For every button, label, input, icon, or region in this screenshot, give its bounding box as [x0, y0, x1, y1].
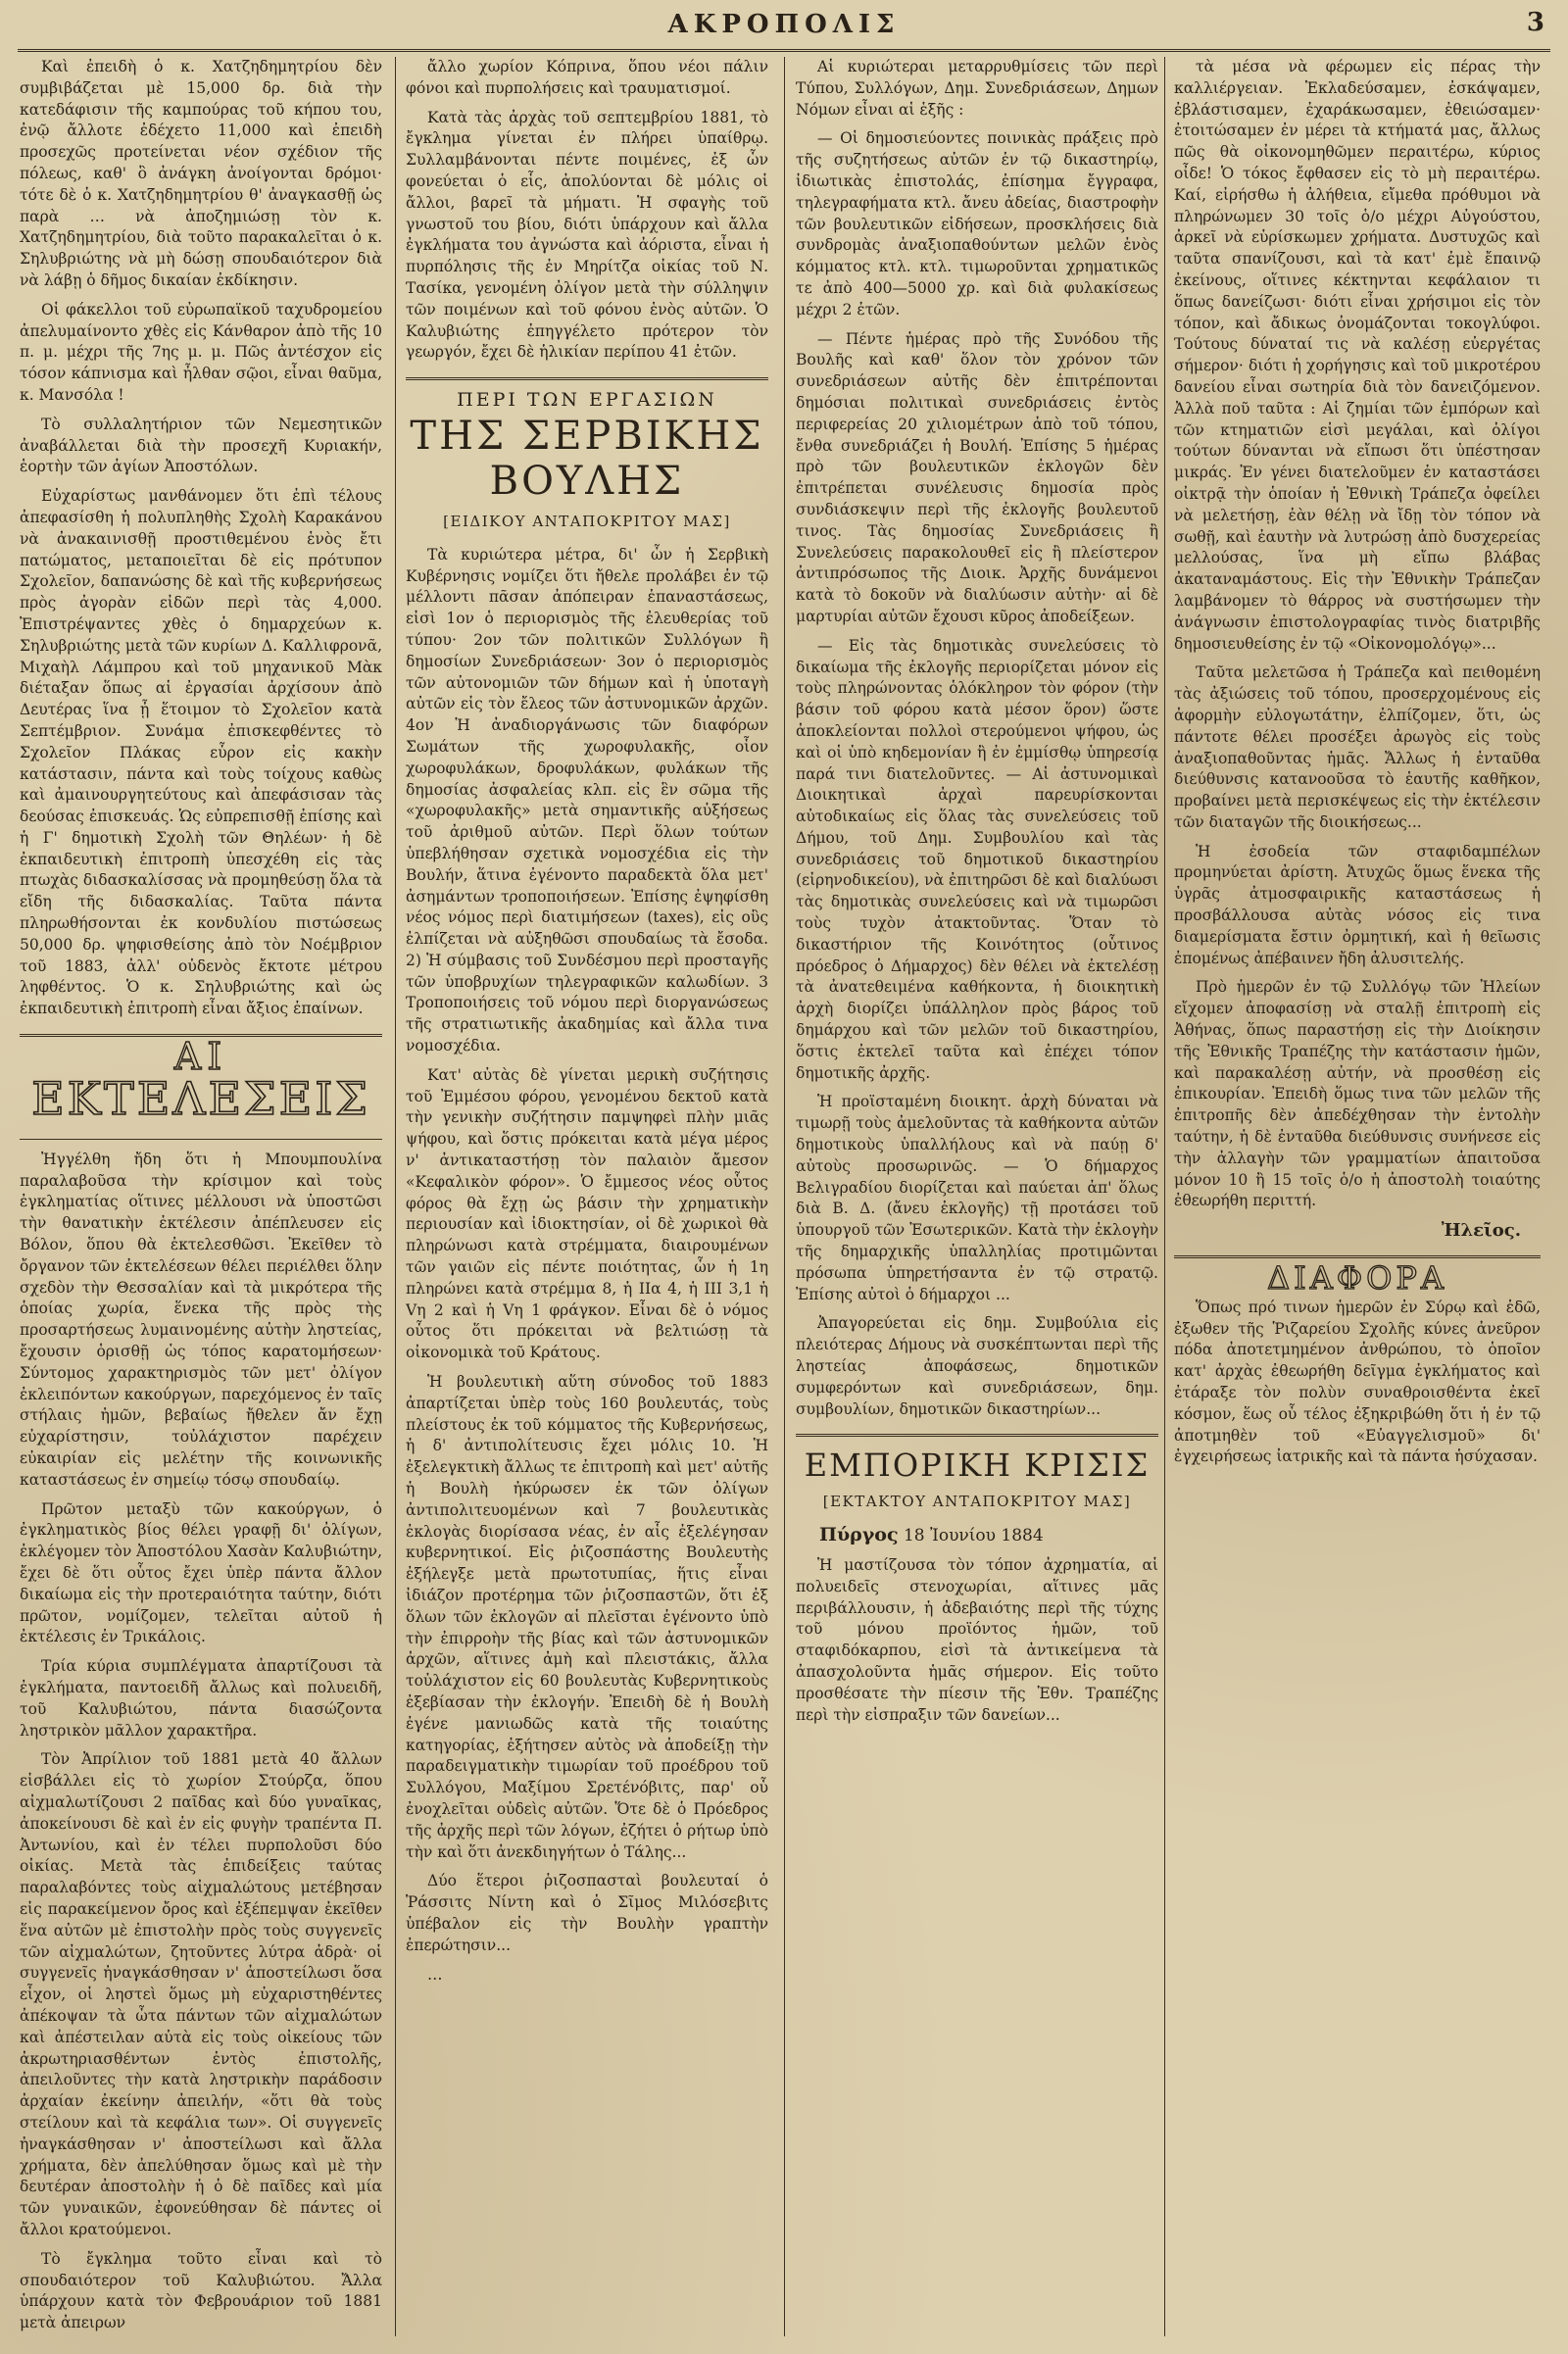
- section-divider: [1174, 1255, 1541, 1258]
- article-paragraph: Πρὸ ἡμερῶν ἐν τῷ Συλλόγῳ τῶν Ἠλείων εἴχομεν ἀποφασίσῃ νὰ σταλῇ ἐπιτροπὴ εἰς Ἀθήνας, ὅπως παραστήσῃ εἰς τὴν Διοίκησιν τῆς Ἐθνικῆς Τραπέζης τὴν κατάστασιν ἡμῶν, καὶ παρακαλέσῃ αὐτήν, νὰ προσθέσῃ εἰς ἐπικουρίαν. Ἐπειδὴ ὅμως τινα τῶν μελῶν τῆς ἐπιτροπῆς δὲν ἀπεδέχθησαν τὴν ἐντολὴν ταύτην, ἡ δὲ ἐνταῦθα διεύθυνσις συνήνεσε εἰς τὴν ἀλλαγὴν τῶν γραμματίων ἀπαιτοῦσα μόνον 10 ἢ 15 τοῖς ὁ/ο ἡ ἀποστολὴ τοιαύτης ἐθεωρήθη περιττή.: [1174, 978, 1541, 1210]
- section-divider: [406, 377, 768, 380]
- page-number: 3: [1526, 8, 1544, 37]
- article-paragraph: Τὸ συλλαλητήριον τῶν Νεμεσητικῶν ἀναβάλλεται διὰ τὴν προσεχῆ Κυριακήν, ἑορτὴν τῶν ἁγίων Ἀποστόλων.: [20, 415, 382, 476]
- article-paragraph: ἄλλο χωρίον Κόπρινα, ὅπου νέοι πάλιν φόνοι καὶ πυρπολήσεις καὶ τραυματισμοί.: [406, 58, 768, 97]
- column-3: [796, 57, 1158, 2336]
- article-paragraph: Τρία κύρια συμπλέγματα ἀπαρτίζουσι τὰ ἐγκλήματα, παντοειδῆ ἄλλως καὶ πολυειδῆ, τοῦ Καλυβιώτου, πάντα διασώζοντα ληστρικὸν μᾶλλον χαρακτῆρα.: [20, 1657, 382, 1740]
- headline-ai: ΑΙ: [173, 1035, 228, 1079]
- article-paragraph: Ὅπως πρό τινων ἡμερῶν ἐν Σύρῳ καὶ ἐδῶ, ἐξωθεν τῆς Ῥιζαρείου Σχολῆς κύνες ἀνεῦρον πόδα ἀποτετμημένον ἀνθρώπου, τὸ ὁποῖον κατ' ἀρχὰς ἐθεωρήθη δεῖγμα ἐγκλήματος καὶ ἐτάραξε τὸν πολὺν συναθροισθέντα ἐκεῖ κόσμον, ἕως οὗ τέλος ἐξηκριβώθη ὅτι ἡ ἐν τῷ ἀποτμηθὲν τοῦ «Εὐαγγελισμοῦ» δι' ἐγχειρήσεως ἰατρικῆς καὶ τὰ πάντα ἡσύχασαν.: [1174, 1298, 1541, 1466]
- article-paragraph: τὰ μέσα νὰ φέρωμεν εἰς πέρας τὴν καλλιέργειαν. Ἐκλαδεύσαμεν, ἐσκάψαμεν, ἐβλάστισαμεν, ἐχαράκωσαμεν, ἐθειώσαμεν· ἐτοιτώσαμεν ἐν μέρει τὰ κτήματά μας, ἄλλως πῶς θὰ οἰκονομηθῶμεν περαιτέρω, κύριος οἶδε! Ὁ τόκος ἔφθασεν εἰς τὸ μὴ περαιτέρω. Καί, εἰρήσθω ἡ ἀλήθεια, εἴμεθα πρόθυμοι νὰ πληρώνωμεν 30 τοῖς ὁ/ο μέχρι Αὐγούστου, ἀρκεῖ νὰ εὑρίσκωμεν χρήματα. Δυστυχῶς καὶ ταῦτα σπανίζουσι, καὶ τὰ κατ' ἐμὲ ἔπαινῷ ἐκείνους, οἵτινες κέκτηνται κεφάλαιον τι ὅπως δανείζωσι· διότι εἶναι χρήσιμοι εἰς τὸν τόπον, καὶ ἄδικως ὀνομάζονται τοκογλύφοι. Τούτους δύναταί τις νὰ καλέσῃ εὐεργέτας σήμερον· διότι ἡ χορήγησις καὶ τοῦ μικροτέρου δανείου εἶναι σωτηρία διὰ τὸν δανειζόμενον. Ἀλλὰ ποῦ ταῦτα : Αἱ ζημίαι τῶν ἐμπόρων καὶ τῶν κτηματιῶν εἰσὶ μεγάλαι, καὶ ὀλίγοι τούτων δύνανται νὰ εἴπωσι ὅτι ὑπέστησαν μικράς. Ἐν γένει διατελοῦμεν ἐν καταστάσει οἰκτρᾷ τὴν ὁποίαν ἡ Ἐθνικὴ Τράπεζα ὀφείλει νὰ μελετήσῃ, ἐὰν θέλῃ νὰ ἴδῃ τὸν τόπον νὰ σωθῇ, καὶ ἐαυτὴν νὰ λυτρώσῃ ἀπὸ δυσχερείας μελλούσας, ἵνα μὴ εἴπω βλάβας ἀκαταναμάστους. Εἰς τὴν Ἐθνικὴν Τράπεζαν λαμβάνομεν τὸ θάρρος νὰ συστήσωμεν τὴν ἀνάγνωσιν ἐπιστολογραφίας τινὸς διατριβῆς δημοσιευθείσης ἐν τῷ «Οἰκονομολόγῳ»...: [1174, 58, 1541, 653]
- article-paragraph: Αἱ κυριώτεραι μεταρρυθμίσεις τῶν περὶ Τύπου, Συλλόγων, Δημ. Συνεδριάσεων, Δημων Νόμων εἶναι αἱ ἑξῆς :: [796, 58, 1158, 119]
- article-paragraph: Οἱ φάκελλοι τοῦ εὐρωπαϊκοῦ ταχυδρομείου ἀπελυμαίνοντο χθὲς εἰς Κάνθαρον ἀπὸ τῆς 10 π. μ. μέχρι τῆς 7ης μ. μ. Πῶς ἀντέσχον εἰς τόσον κάπνισμα καὶ ἦλθαν σῷοι, εἶναι θαῦμα, κ. Μανσόλα !: [20, 300, 382, 404]
- section-divider: [796, 1434, 1158, 1437]
- article-paragraph: — Οἱ δημοσιεύοντες ποινικὰς πράξεις πρὸ τῆς συζητήσεως αὐτῶν ἐν τῷ δικαστηρίῳ, ἰδιωτικὰς ἐπιστολάς, ἐπίσημα ἔγγραφα, τηλεγραφήματα κτλ. ἄνευ ἀδείας, διαστροφὴν τῶν βουλευτικῶν εἰδήσεων, προσκλήσεις διὰ συνδρομὰς ἀναξιοπαθούντων μελῶν ἑνὸς κόμματος κτλ. κτλ. τιμωροῦνται χρηματικῶς τε ἀπὸ 400—5000 χρ. καὶ διὰ φυλακίσεως μέχρι 2 ἐτῶν.: [796, 129, 1158, 319]
- headline-diafora: ΔΙΑΦΟΡΑ: [1267, 1259, 1447, 1298]
- column-divider: [784, 57, 785, 2336]
- correspondent-byline: [ΕΚΤΑΚΤΟΥ ΑΝΤΑΠΟΚΡΙΤΟΥ ΜΑΣ]: [822, 1493, 1132, 1511]
- article-paragraph: Ἡ ἐσοδεία τῶν σταφιδαμπέλων προμηνύεται ἀρίστη. Ἀτυχῶς ὅμως ἕνεκα τῆς ὑγρᾶς ἀτμοσφαιρικῆς καταστάσεως ἡ προσβάλλουσα αὐτὰς νόσος εἰς τινα διαμερίσματα ἔστιν ὀρμητική, καὶ ἡ θεῖωσις ἐπομένως ἀπέβαινεν ἤδη ἀλυσιτελής.: [1174, 842, 1541, 967]
- article-paragraph: Ἡ βουλευτικὴ αὕτη σύνοδος τοῦ 1883 ἀπαρτίζεται ὑπὲρ τοὺς 160 βουλευτάς, τοὺς πλείστους ἐκ τοῦ κόμματος τῆς Κυβερνήσεως, ἡ δ' ἀντιπολίτευσις ἔχει μόλις 10. Ἡ ἐξελεγκτικὴ ἄλλως τε ἐπιτροπὴ καὶ μετ' αὐτῆς ἡ Βουλὴ ἠκύρωσεν ἐκ τῶν ὀλίγων ἀντιπολιτευομένων καὶ 7 βουλευτικὰς ἐκλογὰς διορίσασα νέας, ἐν αἷς ἐξελέγησαν κυβερνητικοί. Εἰς ῥιζοσπάστης Βουλευτὴς ἐξήλεγξε μετὰ πρωτοτυπίας, ἥτις εἶναι ἰδιάζον προτέρημα τῶν ῥιζοσπαστῶν, ὅτι ἐξ ὅλων τῶν ἐκλογῶν αἱ πλεῖσται ἐγένοντο ὑπὸ τὴν ἐπιρροὴν τῆς βίας καὶ τῶν ἀστυνομικῶν ἀρχῶν, αἵτινες ἀμὴ καὶ πλειστάκις, ἄλλα τοὐλάχιστον εἰς 60 βουλευτὰς Κυβερνητικοὺς ἐξεβίασαν τὴν ἐκλογήν. Ἐπειδὴ δὲ ἡ Βουλὴ ἐγένε μανιωδῶς κατὰ τῆς τοιαύτης κατηγορίας, ἐξήτησεν αὐτὸς νὰ ἀποδείξῃ τὴν παραδειγματικὴν τιμωρίαν τοῦ προέδρου τοῦ Συλλόγου, Μαξίμου Σρετένόβιτς, παρ' οὗ ἐνοχλεῖται οὐδεὶς αὐτῶν. Ὅτε δὲ ὁ Πρόεδρος τῆς ἀρχῆς περὶ τῶν λόγων, ἐζήτει ὁ ρήτωρ ὑπὸ τὴν καὶ ὅτι ἀνεκδιηγήτων ὁ Τάλης...: [406, 1373, 768, 1861]
- article-paragraph: Ἀπαγορεύεται εἰς δημ. Συμβούλια εἰς πλειότερας Δήμους νὰ συσκέπτωνται περὶ τῆς ληστείας ἀποφάσεως, δημοτικῶν συμφερόντων καὶ συνεδριάσεων, δημ. συμβουλίων, δημοτικῶν δικαστηρίων...: [796, 1314, 1158, 1418]
- dateline-date: 18 Ἰουνίου 1884: [903, 1526, 1044, 1546]
- article-paragraph: Τὸν Ἀπρίλιον τοῦ 1881 μετὰ 40 ἄλλων εἰσβάλλει εἰς τὸ χωρίον Στούρζα, ὅπου αἰχμαλωτίζουσι 2 παῖδας καὶ δύο γυναῖκας, ἀποκείνουσι δὲ καὶ ἐν εἰς φυγὴν τραπέντα Π. Ἀντωνίου, καὶ ἐν τέλει πυρπολοῦσι δύο οἰκίας. Μετὰ τὰς ἐπιδείξεις ταύτας παραλαβόντες τοὺς αἰχμαλώτους μετέβησαν εἰς παρακείμενον ὄρος καὶ ἐξέπεμψαν ἐκεῖθεν ἕνα αὐτῶν μὲ ἐπιστολὴν πρὸς τοὺς συγγενεῖς τῶν αἰχμαλώτων, ζητοῦντες λύτρα ἀδρὰ· οἱ συγγενεῖς ἠναγκάσθησαν ν' ἀποστείλωσι ὅσα εἶχον, οἱ ληστεὶ ὅμως μὴ εὐχαριστηθέντες ἀπέκοψαν τὰ ὦτα πάντων τῶν αἰχμαλώτων καὶ ἀπέστειλαν αὐτὰ εἰς τοὺς οἰκείους τῶν ἀκρωτηριασθέντων ἐντὸς ἐπιστολῆς, ἀπειλοῦντες τὴν κατὰ ληστρικὴν παράδοσιν ἀρχαίαν ἐκείνην ἀπειλήν, «ὅτι θὰ τοὺς στείλουν καὶ τὰ κεφάλια των». Οἱ συγγενεῖς ἠναγκάσθησαν ν' ἀποστείλωσι καὶ ἄλλα χρήματα, δὲν ἀπελύθησαν ὅμως καὶ μὲ τὴν δευτέραν ἀποστολὴν ἡ ὁ δὲ παῖδες καὶ μία τῶν γυναικῶν, ἐφονεύθησαν δὲ πάντες οἱ ἄλλοι κρατούμενοι.: [20, 1750, 382, 2238]
- article-paragraph: Ἡ μαστίζουσα τὸν τόπον ἀχρηματία, αἱ πολυειδεῖς στενοχωρίαι, αἵτινες μᾶς περιβάλλουσιν, ἡ ἀδεβαιότης περὶ τῆς τύχης τοῦ μόνου προϊόντος ἡμῶν, τοῦ σταφιδόκαρπου, εἰσὶ τὰ ἀντικείμενα τὰ ἀπασχολοῦντα ἡμᾶς σήμερον. Εἰς τοῦτο προσθέσατε τὴν πίεσιν τῆς Ἐθν. Τραπέζης περὶ τὴν εἰσπραξιν τῶν δανείων...: [796, 1556, 1158, 1724]
- headline-serbian-parliament: ΤΗΣ ΣΕΡΒΙΚΗΣ ΒΟΥΛΗΣ: [410, 413, 764, 504]
- section-divider: [20, 1139, 382, 1140]
- article-signature: Ἠλεῖος.: [1441, 1220, 1521, 1242]
- article-paragraph: Ταῦτα μελετῶσα ἡ Τράπεζα καὶ πειθομένη τὰς ἀξιώσεις τοῦ τόπου, προσερχομένους εἰς ἀφορμὴν εὐλογωτάτην, ἐλπίζομεν, ὅτι, ὡς πάντοτε θέλει προσέξει ἀρωγὸς εἰς τοὺς ἀναξιοπαθοῦντας ἡμᾶς. Ἄλλως ἡ ἐνταῦθα διεύθυνσις κατανοοῦσα τὸ ἑαυτῆς καθῆκον, προβαίνει μετὰ περισκέψεως εἰς τὴν ἐκτέλεσιν τῶν διαταγῶν τῆς διοικήσεως...: [1174, 663, 1541, 831]
- dateline: [819, 1525, 1158, 1547]
- column-divider: [395, 57, 396, 2336]
- article-paragraph: Τὰ κυριώτερα μέτρα, δι' ὧν ἡ Σερβικὴ Κυβέρνησις νομίζει ὅτι ἤθελε προλάβει ἐν τῷ μέλλοντι πᾶσαν ἀπόπειραν ἐπαναστάσεως, εἰσὶ 1ον ὁ περιορισμὸς τῆς ἐλευθερίας τοῦ τύπου· 2ον τῶν πολιτικῶν Συλλόγων ἢ δημοσίων Συνεδριάσεων· 3ον ὁ περιορισμὸς τῶν αὐτονομιῶν τῶν δήμων καὶ ἡ ὑποταγὴ αὐτῶν εἰς τὸν ἔλεος τῶν ἀστυνομικῶν ἀρχῶν. 4ον Ἡ ἀναδιοργάνωσις τῶν διαφόρων Σωμάτων τῆς χωροφυλακῆς, οἷον χωροφυλάκων, δροφυλάκων, φυλάκων τῆς δημοσίας ἀσφαλείας κλπ. εἰς ἓν σῶμα τῆς «χωροφυλακῆς» μετὰ σημαντικῆς αὐξήσεως τοῦ ἀριθμοῦ αὐτῶν. Περὶ ὅλων τούτων ὑπεβλήθησαν σχετικὰ νομοσχέδια εἰς τὴν Βουλήν, ἅτινα ἐγένοντο παραδεκτὰ ὅλα μετ' ἀσημάντων τροποποιήσεων. Ἐπίσης ἐψηφίσθη νέος νόμος περὶ διατιμήσεων (taxes), εἰς οὓς ἐλπίζεται νὰ αὐξηθῶσι σπουδαίως τὰ ἔσοδα. 2) Ἡ σύμβασις τοῦ Συνδέσμου περὶ προσταγῆς τῶν ὑποβρυχίων τηλεγραφικῶν καλωδίων. 3 Τροποποιήσεις τοῦ νόμου περὶ διοργανώσεως τῆς στρατιωτικῆς ἀκαδημίας καὶ ἄλλα τινα νομοσχέδια.: [406, 545, 768, 1055]
- column-4: [1174, 57, 1541, 2336]
- article-paragraph: Καὶ ἐπειδὴ ὁ κ. Χατζηδημητρίου δὲν συμβιβάζεται μὲ 15,000 δρ. διὰ τὴν κατεδάφισιν τῆς καμπούρας τοῦ κήπου του, ἐνῷ ἄλλοτε ἐδέχετο 11,000 καὶ ἐπειδὴ προσεχῶς προτείνεται νέον σχέδιον τῆς πόλεως, καθ' ὃ ἀνάγκη ἀνοίγονται δρόμοι· τότε δὲ ὁ κ. Χατζηδημητρίου θ' ἀναγκασθῇ ὡς παρὰ … νὰ ἀποζημιώσῃ τὸν κ. Χατζηδημητρίου, διὰ τοῦτο παρακαλεῖται ὁ κ. Σηλυβριώτης νὰ μὴ δώσῃ σπουδαιότερον διὰ νὰ λάβῃ ὁ δῆμος δικαίαν ἐκδίκησιν.: [20, 58, 382, 289]
- headline-commercial-crisis: ΕΜΠΟΡΙΚΗ ΚΡΙΣΙΣ: [804, 1447, 1151, 1485]
- article-paragraph: Κατὰ τὰς ἀρχὰς τοῦ σεπτεμβρίου 1881, τὸ ἔγκλημα γίνεται ἐν πλήρει ὑπαίθρῳ. Συλλαμβάνονται πέντε ποιμένες, ἐξ ὧν φονεύεται ὁ εἷς, ἀπολύονται δὲ μόλις οἱ ἄλλοι, βαρεῖ τὰ μήματι. Ἡ σφαγὴς τοῦ γνωστοῦ του βίου, διότι ὑπάρχουν καὶ ἄλλα ἐγκλήματα του ἀγνώστα καὶ ἀόριστα, εἶναι ἡ πυρπόλησις τῆς ἐν Μηρίτζα οἰκίας τοῦ Ν. Τασίκα, γενομένη ὀλίγον μετὰ τὴν σύλληψιν τῶν ποιμένων καὶ τοῦ φόνου ἑνὸς αὐτῶν. Ὁ Καλυβιώτης ἐπηγγέλετο πρότερον τὸν γεωργόν, ἔχει δὲ ἡλικίαν περίπου 41 ἐτῶν.: [406, 108, 768, 362]
- newspaper-title: ΑΚΡΟΠΟΛΙΣ: [667, 10, 901, 39]
- article-paragraph: Εὐχαρίστως μανθάνομεν ὅτι ἐπὶ τέλους ἀπεφασίσθη ἡ πολυπληθὴς Σχολὴ Καρακάνου νὰ ἀνακαινισθῇ προστιθεμένου ἑνὸς ἔτι πατώματος, μεταποιεῖται δὲ εἰς πρότυπον Σχολεῖον, δαπανώσης δὲ καὶ τῆς κυβερνήσεως πρὸς ἀγορὰν εἰδῶν περὶ τὰς 4,000. Ἐπιστρέψαντες χθὲς ὁ δημαρχεύων κ. Σηλυβριώτης μετὰ τῶν κυρίων Δ. Καλλιφρονᾶ, Μιχαὴλ Λάμπρου καὶ τοῦ μηχανικοῦ Μὰκ διέταξαν ὅπως αἱ ἐργασίαι ἀρχίσουν ἀπὸ Δευτέρας ἵνα ᾖ ἕτοιμον τὸ Σχολεῖον κατὰ Σεπτέμβριον. Συνάμα ἐπισκεφθέντες τὸ Σχολεῖον Πλάκας εὗρον εἰς κακὴν κατάστασιν, πάντα καὶ τοὺς τοίχους καθὼς καὶ ἀμαινουργητεύτους καὶ ἀπεφάσισαν τὰς δεούσας ἐπισκευάς. Ὡς εὐπρεπισθῇ ἐπίσης καὶ ἡ Γ' δημοτικὴ Σχολὴ τῶν Θηλέων· ἡ δὲ ἐκπαιδευτικὴ ἐπιτροπὴ ὑπεσχέθη εἰς τὰς πτωχὰς διδασκαλίσσας νὰ προμηθεύσῃ ὅλα τὰ εἴδη τῆς διδασκαλίας. Ταῦτα πάντα πληρωθήσονται ἐκ κονδυλίου πιστώσεως 50,000 δρ. ψηφισθείσης ἀπὸ τὸν Νοέμβριον τοῦ 1883, ἀλλ' οὐδενὸς ἔκτοτε μέτρου ληφθέντος. Ὁ κ. Σηλυβριώτης καὶ ὡς ἐκπαιδευτικὴ ἐπιτροπὴ εἶναι ἄξιος ἐπαίνων.: [20, 487, 382, 1018]
- article-paragraph: Κατ' αὐτὰς δὲ γίνεται μερικὴ συζήτησις τοῦ Ἐμμέσου φόρου, γενομένου δεκτοῦ κατὰ τὴν γενικὴν συζήτησιν παμψηφεὶ πλὴν μιᾶς ψήφου, καὶ ὅστις πρόκειται κατὰ μέγα μέρος ν' ἀντικαταστήσῃ τὸν παλαιὸν ἄμεσον «Κεφαλικὸν φόρον». Ὁ ἔμμεσος νέος οὗτος φόρος θὰ ἔχῃ ὡς βάσιν τὴν χρηματικὴν περιουσίαν καὶ ἰδιοκτησίαν, οἱ δὲ χωρικοὶ θὰ πληρώνωσι κατὰ στρέμματα, διαιρουμένων τῶν γαιῶν εἰς πέντε ποιότητας, ὧν ἡ 1η πληρώνει κατὰ στρέμμα 8, ἡ ΙΙα 4, ἡ ΙΙΙ 3,1 ἡ Vη 2 καὶ ἡ Vη 1 φράγκον. Εἶναι δὲ ὁ νόμος οὗτος ὅτι πρόκειται νὰ βελτιώσῃ τὰ οἰκονομικὰ τοῦ Κράτους.: [406, 1065, 768, 1362]
- column-divider: [1164, 57, 1165, 2336]
- article-paragraph: Ἡ προϊσταμένη διοικητ. ἀρχὴ δύναται νὰ τιμωρῇ τοὺς ἀμελοῦντας τὰ καθήκοντα αὐτῶν δημοτικοὺς ὑπαλλήλους καὶ νὰ παύῃ δ' αὐτοὺς προσωρινῶς. — Ὁ δήμαρχος Βελιγραδίου διορίζεται καὶ παύεται ἀπ' ὅλως διὰ Β. Δ. (ἄνευ ἐκλογῆς) τῇ προτάσει τοῦ ὑπουργοῦ τῶν Ἐσωτερικῶν. Κατὰ τὴν ἐκλογὴν τῆς δημαρχικῆς ὑπαλληλίας προτιμῶνται πρόσωπα ὑπηρετήσαντα ἐν τῷ στρατῷ. Ἐπίσης αὐτοὶ ὁ δήμαρχοι ...: [796, 1093, 1158, 1303]
- headline-ekteleseis: ΕΚΤΕΛΕΣΕΙΣ: [31, 1071, 370, 1125]
- article-paragraph: — Πέντε ἡμέρας πρὸ τῆς Συνόδου τῆς Βουλῆς καὶ καθ' ὅλον τὸν χρόνον τῶν συνεδριάσεων αὐτῆς δὲν ἐπιτρέπονται δημόσιαι πολιτικαὶ συνεδριάσεις ἐντὸς περιφερείας 20 χιλιομέτρων ἀπὸ τοῦ τόπου, ἔνθα συνεδριάζει ἡ Βουλή. Ἐπίσης 5 ἡμέρας πρὸ τῶν βουλευτικῶν ἐκλογῶν δὲν ἐπιτρέπεται συνέλευσις δημοσία πρὸς συνδιάσκεψιν περὶ τῆς ἐκλογῆς βουλευτοῦ τινος. Τὰς δημοσίας Συνεδριάσεις ἢ Συνελεύσεις παρακολουθεῖ εἰς ἢ πλείστερον ἀντιπρόσωπος τῆς Διοικ. Ἀρχῆς δυνάμενοι κατὰ τὸ δοκοῦν νὰ διαλύωσιν αὐτὴν· αἱ δὲ μαρτυρίαι αὐτῶν ἔχουσι κῦρος ἀποδείξεων.: [796, 329, 1158, 625]
- article-paragraph: …: [427, 1965, 443, 1984]
- article-paragraph: Δύο ἕτεροι ῥιζοσπασταὶ βουλευταί ὁ Ῥάσσιτς Νίντη καὶ ὁ Σῖμος Μιλόσεβιτς ὑπέβαλον εἰς τὴν Βουλὴν γραπτὴν ἐπερώτησιν...: [406, 1872, 768, 1954]
- article-paragraph: Τὸ ἔγκλημα τοῦτο εἶναι καὶ τὸ σπουδαιότερον τοῦ Καλυβιώτου. Ἄλλα ὑπάρχουν κατὰ τὸν Φεβρουάριον τοῦ 1881 μετὰ ἀπειρων: [20, 2249, 382, 2332]
- masthead: [18, 6, 1550, 52]
- correspondent-byline: [ΕΙΔΙΚΟΥ ΑΝΤΑΠΟΚΡΙΤΟΥ ΜΑΣ]: [443, 512, 731, 530]
- headline-small: ΠΕΡΙ ΤΩΝ ΕΡΓΑΣΙΩΝ: [457, 389, 717, 412]
- article-paragraph: Ἠγγέλθη ἤδη ὅτι ἡ Μπουμπουλίνα παραλαβοῦσα τὴν κρίσιμον καὶ τοὺς ἐγκληματίας οἵτινες μέλλουσι νὰ ὑποστῶσι τὴν θανατικὴν ἐκτέλεσιν ἀπέπλευσεν εἰς Βόλον, ὅπου θὰ ἐκτελεσθῶσι. Ἐκεῖθεν τὸ ὄργανον τῶν ἐκτελέσεων θέλει περιέλθει ὅλην σχεδὸν τὴν Θεσσαλίαν καὶ τὰ μικρότερα τῆς ὁποίας χωρία, ἕνεκα τῆς πρὸς τὴς προσαρτήσεως λυμαινομένης αὐτὴν ληστείας, ἔχουσιν ὁρισθῇ ὡς τόπος καρατομήσεων· Σύντομος χαρακτηρισμὸς τῶν μετ' ὀλίγον ἐκλειπόντων κακούργων, παρεχόμενος ἐν ταῖς στήλαις ἡμῶν, βεβαίως ἤθελεν ἄν ἔχῃ εὐχαρίστησιν, τοὐλάχιστον παρέχειν εὐκαιρίαν εἰς μελέτην τῆς κοινωνικῆς καταστάσεως ἐν σημείῳ τόσῳ σπουδαίῳ.: [20, 1150, 382, 1489]
- dateline-place: Πύργος: [819, 1524, 899, 1546]
- article-paragraph: Πρῶτον μεταξὺ τῶν κακούργων, ὁ ἐγκληματικὸς βίος θέλει γραφῇ δι' ὀλίγων, ἐκλέγομεν τὸν Ἀποστόλου Χασὰν Καλυβιώτην, ἔχει δὲ ὅτι οὗτος ἔχει ὑπὲρ πάντα ἄλλον δικαίωμα εἰς τὴν προτεραιότητα ταύτην, διότι πρῶτον, νομίζομεν, τελεῖται αὐτοῦ ἡ ἐκτέλεσις ἐν Τρικάλοις.: [20, 1499, 382, 1646]
- column-1: [20, 57, 382, 2336]
- column-2: [406, 57, 768, 2336]
- article-paragraph: — Εἰς τὰς δημοτικὰς συνελεύσεις τὸ δικαίωμα τῆς ἐκλογῆς περιορίζεται μόνον εἰς τοὺς πληρώνοντας ὁλόκληρον τὸν φόρον (τὴν βάσιν τοῦ φόρου κατὰ μέσον ὅρον) ὥστε ἀποκλείονται πολλοὶ στερούμενοι ψήφου, ὡς καὶ οἱ ὑπὸ κηδεμονίαν ἢ ἐν ἐμμίσθῳ ὑπηρεσίᾳ παρά τινι διατελοῦντες. — Αἱ ἀστυνομικαὶ Διοικητικαὶ ἀρχαὶ παρευρίσκονται αὐτοδικαίως εἰς ὅλας τὰς συνελεύσεις τοῦ Δήμου, τοῦ Δημ. Συμβουλίου καὶ τὰς συνεδριάσεις τοῦ δημοτικοῦ δικαστηρίου (εἰρηνοδικείου), νὰ ἐπιτηρῶσι δὲ καὶ διαλύωσι τὰς δημοτικὰς συνελεύσεις καὶ νὰ τιμωρῶσι τοὺς τυχὸν ἀτακτοῦντας. Ὅταν τὸ δικαστήριον τῆς Κοινότητος (οὗτινος πρόεδρος ὁ Δήμαρχος) δὲν θέλει νὰ ἐκτελέσῃ τὰ ἀνατεθειμένα καθήκοντα, ἡ διοικητικὴ ἀρχὴ διορίζει ὑπάλληλον πρὸς βάρος τοῦ δημάρχου καὶ τῶν μελῶν τοῦ δικαστηρίου, ὅστις ἐκτελεῖ ταῦτα καὶ ἐπέχει τόπον δημοτικῆς ἀρχῆς.: [796, 636, 1158, 1082]
